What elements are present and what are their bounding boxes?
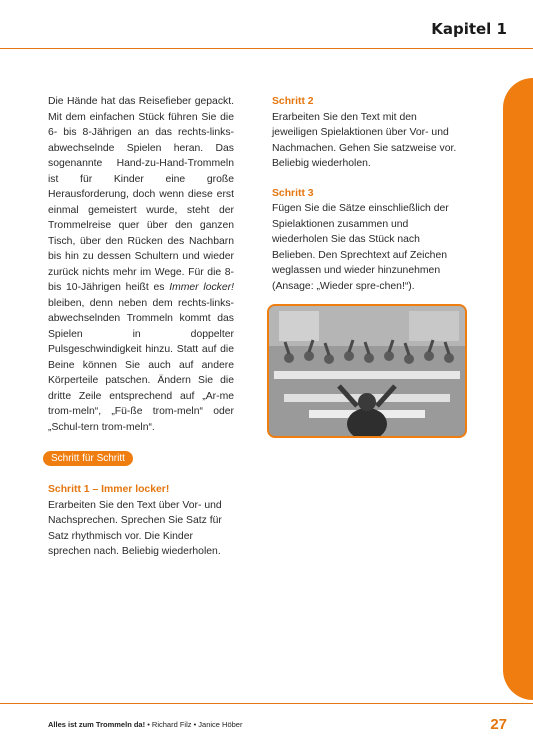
footer-book-title: Alles ist zum Trommeln da! [48, 720, 146, 729]
intro-text: Die Hände hat das Reisefieber gepackt. Mit dem einfachen Stück führen Sie die 6- bis 8-Jährigen an das rechts-links-abwechselnde Spielen heran. Das sogenannte Hand-zu-Hand-Trommeln ist für Kinder eine große Herausforderung, doch wenn diese erst einmal gemeistert wurde, steht der Trommelreise quer über den ganzen Tisch, über den Rücken des Nachbarn bis hin zu dessen Schultern und wieder zurück nichts mehr im Wege. Für die 8- bis 10-Jährigen heißt es [48, 96, 234, 293]
footer-authors: • Richard Filz • Janice Höber [145, 720, 243, 729]
section-badge: Schritt für Schritt [43, 451, 133, 466]
step-3-text: Fügen Sie die Sätze einschließlich der Spielaktionen zusammen und wiederholen Sie das Stück nach Belieben. Den Sprechtext auf Zeichen weglassen und wieder hinzunehmen (Ansage: „Wieder spre-chen!“). [272, 203, 449, 292]
step-2-title: Schritt 2 [272, 96, 314, 107]
step-1 [48, 482, 236, 560]
top-rule [0, 48, 533, 49]
step-1-title: Schritt 1 – Immer locker! [48, 484, 170, 495]
step-2 [272, 94, 458, 172]
intro-italic: Immer locker! [169, 282, 234, 293]
classroom-photo [267, 304, 467, 438]
step-2-text: Erarbeiten Sie den Text mit den jeweiligen Spielaktionen über Vor- und Nachmachen. Gehen Sie satzweise vor. Beliebig wiederholen. [272, 111, 457, 169]
side-tab [503, 78, 533, 700]
chapter-title: Kapitel 1 [431, 20, 507, 38]
step-3-title: Schritt 3 [272, 187, 314, 199]
page-number: 27 [490, 716, 507, 733]
steps-right-column [272, 94, 458, 308]
intro-paragraph [48, 94, 234, 435]
intro-text-2: bleiben, denn neben dem rechts-links-abwechselnden Trommeln kommt das Spielen in doppelter Pulsgeschwindigkeit hinzu. Statt auf die Beine können Sie auch auf andere Körperteile patschen. Ändern Sie die dritte Zeile entsprechend auf „Ar-me trom-meln“, „Fü-ße trom-meln“ oder „Schul-tern trom-meln“. [48, 297, 234, 433]
footer [48, 720, 242, 729]
bottom-rule [0, 703, 533, 704]
step-1-text: Erarbeiten Sie den Text über Vor- und Nachsprechen. Sprechen Sie Satz für Satz rhythmisch vor. Die Kinder sprechen nach. Beliebig wiederholen. [48, 499, 222, 557]
step-3 [272, 186, 458, 295]
classroom-photo-illustration [269, 306, 465, 436]
